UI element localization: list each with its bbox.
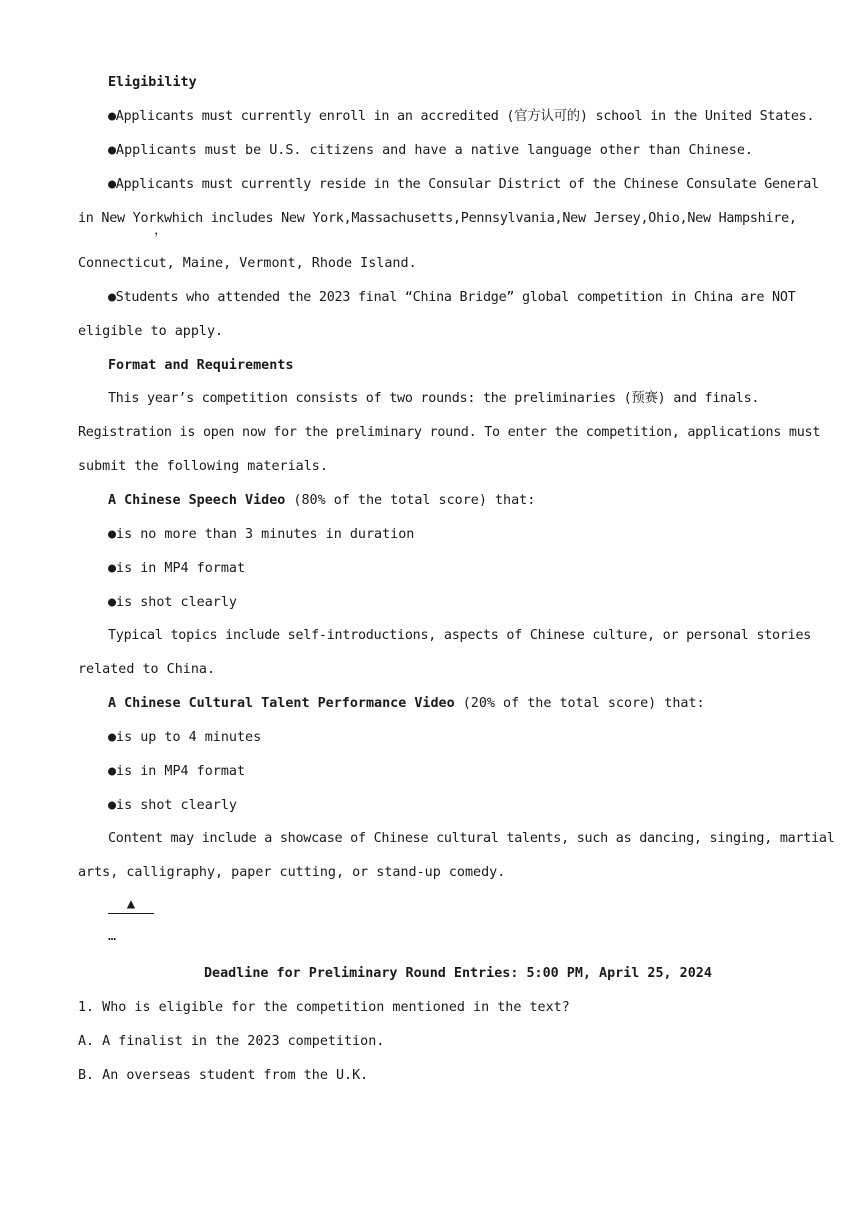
line-word: Ohio, [648, 211, 688, 226]
talent-requirement-3: ●is shot clearly [108, 798, 237, 813]
eligibility-bullet-3-line-3: Connecticut, Maine, Vermont, Rhode Island. [78, 256, 417, 271]
talent-content-line-2: arts, calligraphy, paper cutting, or stand-up comedy. [78, 865, 506, 880]
talent-video-title: A Chinese Cultural Talent Performance Video [108, 696, 455, 711]
eligibility-heading: Eligibility [108, 75, 197, 90]
eligibility-bullet-4-line-1: ●Students who attended the 2023 final “China Bridge” global competition in China are NOT [108, 290, 796, 305]
option-a: A. A finalist in the 2023 competition. [78, 1034, 385, 1049]
line-word: New Jersey, [562, 211, 649, 226]
fill-in-blank-marker: ▲ [108, 896, 154, 914]
line-word: New Hampshire, [687, 211, 797, 226]
talent-requirement-1: ●is up to 4 minutes [108, 730, 262, 745]
eligibility-bullet-1: ●Applicants must currently enroll in an accredited (官方认可的) school in the United States. [108, 109, 815, 124]
speech-topics-line-1: Typical topics include self-introductions, aspects of Chinese culture, or personal stories [108, 628, 812, 643]
speech-video-note: (80% of the total score) that: [285, 493, 536, 508]
line-word: Pennsylvania, [460, 211, 563, 226]
eligibility-bullet-3-line-2 [78, 210, 797, 228]
format-paragraph-line-1: This year’s competition consists of two rounds: the preliminaries (预赛) and finals. [108, 391, 760, 406]
format-paragraph-line-3: submit the following materials. [78, 459, 328, 474]
talent-video-heading [108, 695, 705, 713]
speech-video-title: A Chinese Speech Video [108, 493, 286, 508]
eligibility-bullet-4-line-2: eligible to apply. [78, 324, 224, 339]
format-heading: Format and Requirements [108, 358, 294, 373]
eligibility-bullet-3-line-1: ●Applicants must currently reside in the Consular District of the Chinese Consulate General [108, 177, 819, 192]
format-paragraph-line-2: Registration is open now for the preliminary round. To enter the competition, applications must [78, 425, 821, 440]
stray-comma: ， [154, 223, 168, 238]
deadline-line: Deadline for Preliminary Round Entries: 5:00 PM, April 25, 2024 [204, 966, 712, 981]
line-word: in New York [78, 211, 164, 226]
talent-video-note: (20% of the total score) that: [454, 696, 705, 711]
option-b: B. An overseas student from the U.K. [78, 1068, 369, 1083]
speech-topics-line-2: related to China. [78, 662, 216, 677]
eligibility-bullet-2: ●Applicants must be U.S. citizens and have a native language other than Chinese. [108, 143, 753, 158]
speech-requirement-2: ●is in MP4 format [108, 561, 246, 576]
line-word: Massachusetts, [351, 211, 461, 226]
line-word: which includes New York, [163, 211, 352, 226]
speech-video-heading [108, 492, 535, 510]
question-stem: 1. Who is eligible for the competition mentioned in the text? [78, 1000, 570, 1015]
speech-requirement-3: ●is shot clearly [108, 595, 237, 610]
speech-requirement-1: ●is no more than 3 minutes in duration [108, 527, 415, 542]
talent-requirement-2: ●is in MP4 format [108, 764, 246, 779]
talent-content-line-1: Content may include a showcase of Chinese cultural talents, such as dancing, singing, martial [108, 831, 835, 846]
ellipsis: … [108, 929, 117, 944]
